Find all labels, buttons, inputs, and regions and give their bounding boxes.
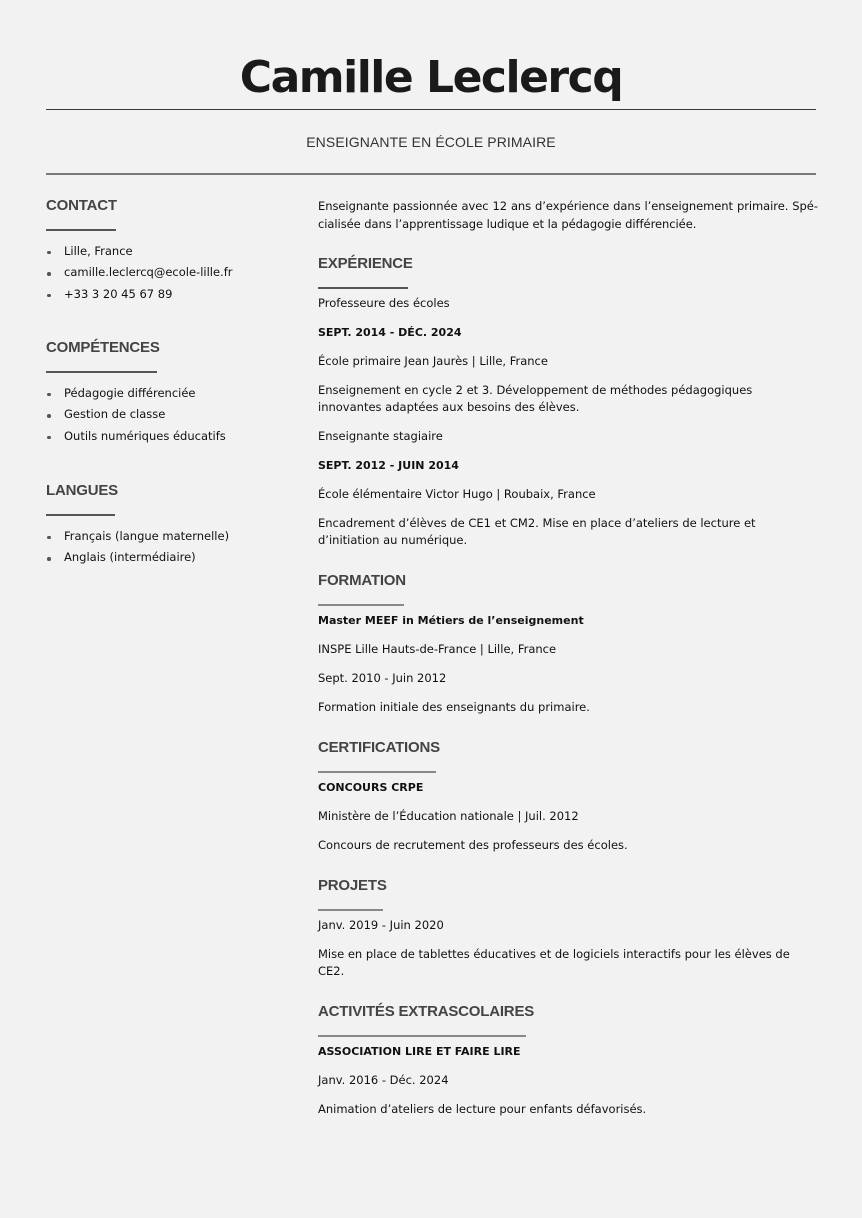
contact-section xyxy=(46,196,286,305)
projects-section xyxy=(318,876,818,980)
section-underline xyxy=(318,604,404,606)
job-title: ENSEIGNANTE EN ÉCOLE PRIMAIRE xyxy=(306,134,556,150)
activity-description: Animation d’ateliers de lecture pour enfants défavorisés. xyxy=(318,1101,647,1116)
section-title: ACTIVITÉS EXTRASCOLAIRES xyxy=(318,1002,535,1020)
education-description: Formation initiale des enseignants du primaire. xyxy=(318,699,590,714)
job-role: Professeure des écoles xyxy=(318,295,450,310)
main-content xyxy=(318,196,818,1118)
section-underline xyxy=(318,771,436,773)
certifications-section xyxy=(318,738,818,854)
section-title: EXPÉRIENCE xyxy=(318,255,413,272)
skill-item: Outils numériques éducatifs xyxy=(46,426,286,448)
skills-list xyxy=(46,383,286,448)
section-underline xyxy=(318,1035,526,1037)
job-place: École élémentaire Victor Hugo | Roubaix, France xyxy=(318,486,596,501)
profile-summary: Enseignante passionnée avec 12 ans d’expérience dans l’enseignement primaire. Spécialisée dans l’apprentissage ludique et la pédagogie différenciée. xyxy=(318,199,818,231)
skill-item: Pédagogie différenciée xyxy=(46,383,286,405)
experience-section xyxy=(318,254,818,549)
activities-section xyxy=(318,1002,818,1118)
contact-phone[interactable]: +33 3 20 45 67 89 xyxy=(46,284,286,306)
language-item: Anglais (intermédiaire) xyxy=(46,547,286,569)
contact-email[interactable]: camille.leclercq@ecole-lille.fr xyxy=(46,262,286,284)
activity-dates: Janv. 2016 - Déc. 2024 xyxy=(318,1072,449,1087)
language-item: Français (langue maternelle) xyxy=(46,526,286,548)
education-section xyxy=(318,571,818,716)
skills-section xyxy=(46,338,286,447)
section-title: CONTACT xyxy=(46,197,117,214)
job-place: École primaire Jean Jaurès | Lille, France xyxy=(318,353,548,368)
sidebar xyxy=(46,196,286,603)
job-role: Enseignante stagiaire xyxy=(318,428,443,443)
school-name: INSPE Lille Hauts-de-France | Lille, France xyxy=(318,641,557,656)
section-title: LANGUES xyxy=(46,482,118,499)
candidate-name: Camille Leclercq xyxy=(239,52,623,103)
languages-section xyxy=(46,481,286,569)
section-title: COMPÉTENCES xyxy=(46,339,160,356)
skill-item: Gestion de classe xyxy=(46,404,286,426)
certification-name: CONCOURS CRPE xyxy=(318,780,424,794)
activity-name: ASSOCIATION LIRE ET FAIRE LIRE xyxy=(318,1044,521,1058)
section-underline xyxy=(46,371,157,373)
languages-list xyxy=(46,526,286,569)
certification-issuer: Ministère de l’Éducation nationale | Juil. 2012 xyxy=(318,808,579,823)
job-dates: SEPT. 2012 - JUIN 2014 xyxy=(318,458,459,472)
subtitle-divider xyxy=(46,173,816,175)
project-dates: Janv. 2019 - Juin 2020 xyxy=(318,917,444,932)
header-divider xyxy=(46,109,816,110)
job-description: Enseignement en cycle 2 et 3. Développement de méthodes pédagogiques innovantes adaptées aux besoins des élèves. xyxy=(318,382,753,414)
contact-list xyxy=(46,241,286,306)
section-title: CERTIFICATIONS xyxy=(318,738,440,756)
section-underline xyxy=(46,514,115,516)
section-underline xyxy=(318,909,383,911)
education-dates: Sept. 2010 - Juin 2012 xyxy=(318,670,447,685)
section-underline xyxy=(318,287,408,289)
section-title: FORMATION xyxy=(318,571,406,589)
certification-description: Concours de recrutement des professeurs des écoles. xyxy=(318,837,628,852)
job-dates: SEPT. 2014 - DÉC. 2024 xyxy=(318,325,462,339)
degree-name: Master MEEF in Métiers de l’enseignement xyxy=(318,613,584,627)
contact-location: Lille, France xyxy=(46,241,286,263)
section-title: PROJETS xyxy=(318,876,387,894)
job-description: Encadrement d’élèves de CE1 et CM2. Mise en place d’ateliers de lecture et d’initiation au numérique. xyxy=(318,515,756,547)
project-description: Mise en place de tablettes éducatives et de logiciels interactifs pour les élèves de CE2. xyxy=(318,946,790,978)
section-underline xyxy=(46,229,116,231)
